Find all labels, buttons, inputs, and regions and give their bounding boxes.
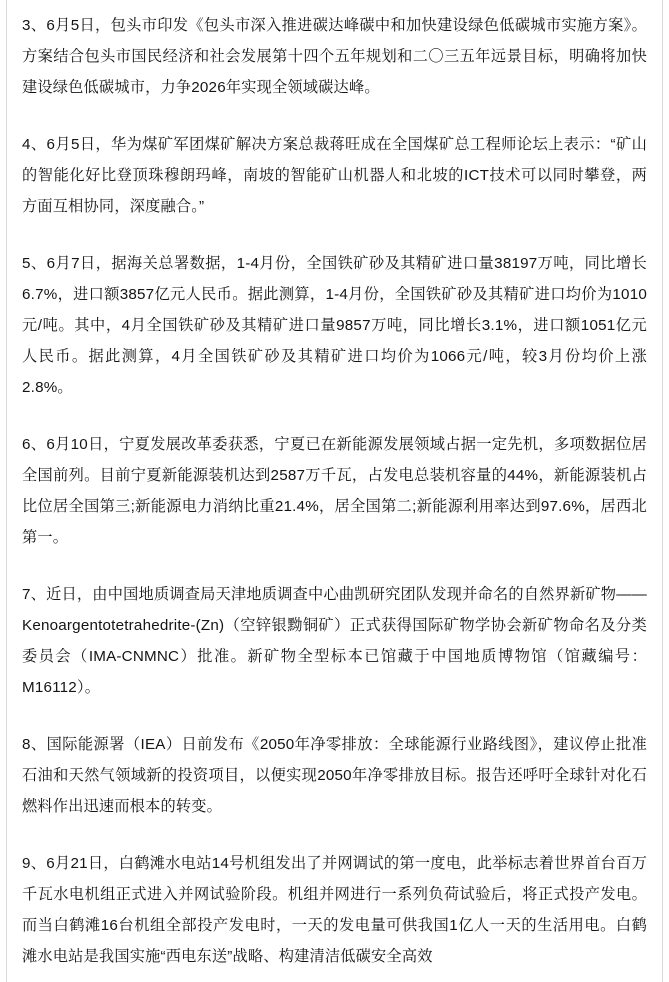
right-margin-rule: [662, 0, 663, 982]
paragraph-5: 5、6月7日，据海关总署数据，1-4月份，全国铁矿砂及其精矿进口量38197万吨，同比增长6.7%，进口额3857亿元人民币。据此测算，1-4月份，全国铁矿砂及其精矿进口均价为1010元/吨。其中，4月全国铁矿砂及其精矿进口量9857万吨，同比增长3.1%，进口额1051亿元人民币。据此测算，4月全国铁矿砂及其精矿进口均价为1066元/吨，较3月份均价上涨2.8%。: [22, 255, 647, 396]
paragraph-6: 6、6月10日，宁夏发展改革委获悉，宁夏已在新能源发展领域占据一定先机，多项数据位居全国前列。目前宁夏新能源装机达到2587万千瓦，占发电总装机容量的44%，新能源装机占比位居全国第三;新能源电力消纳比重21.4%，居全国第二;新能源利用率达到97.6%，居西北第一。: [22, 436, 647, 546]
paragraph-9: 9、6月21日，白鹤滩水电站14号机组发出了并网调试的第一度电，此举标志着世界首台百万千瓦水电机组正式进入并网试验阶段。机组并网进行一系列负荷试验后，将正式投产发电。而当白鹤滩16台机组全部投产发电时，一天的发电量可供我国1亿人一天的生活用电。白鹤滩水电站是我国实施“西电东送”战略、构建清洁低碳安全高效: [22, 855, 647, 965]
paragraph-4: 4、6月5日，华为煤矿军团煤矿解决方案总裁蒋旺成在全国煤矿总工程师论坛上表示：“矿山的智能化好比登顶珠穆朗玛峰，南坡的智能矿山机器人和北坡的ICT技术可以同时攀登，两方面互相协同，深度融合。”: [22, 136, 647, 215]
left-margin-rule: [6, 0, 7, 982]
paragraph-8: 8、国际能源署（IEA）日前发布《2050年净零排放：全球能源行业路线图》，建议停止批准石油和天然气领域新的投资项目，以便实现2050年净零排放目标。报告还呼吁全球针对化石燃料作出迅速而根本的转变。: [22, 736, 647, 815]
paragraph-7: 7、近日，由中国地质调查局天津地质调查中心曲凯研究团队发现并命名的自然界新矿物——Kenoargentotetrahedrite-(Zn)（空锌银黝铜矿）正式获得国际矿物学协会新矿物命名及分类委员会（IMA-CNMNC）批准。新矿物全型标本已馆藏于中国地质博物馆（馆藏编号：M16112）。: [22, 586, 647, 696]
paragraph-3: 3、6月5日，包头市印发《包头市深入推进碳达峰碳中和加快建设绿色低碳城市实施方案》。方案结合包头市国民经济和社会发展第十四个五年规划和二〇三五年远景目标，明确将加快建设绿色低碳城市，力争2026年实现全领域碳达峰。: [22, 17, 647, 96]
